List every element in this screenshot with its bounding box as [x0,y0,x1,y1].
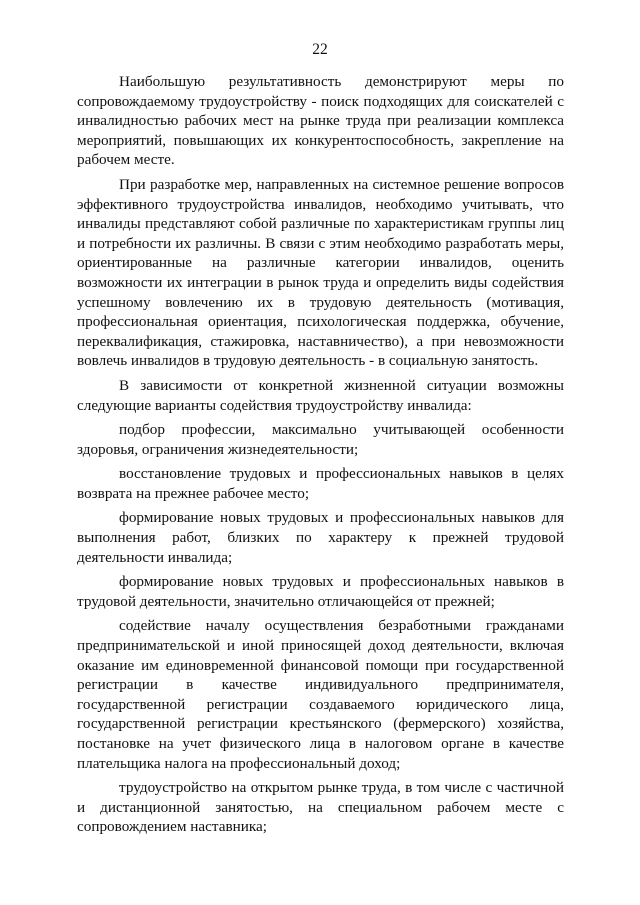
page-number: 22 [312,41,328,58]
list-item-profession-selection: подбор профессии, максимально учитывающей особенности здоровья, ограничения жизнедеятельности; [77,421,564,458]
paragraph-results: Наибольшую результативность демонстрируют меры по сопровождаемому трудоустройству - поиск подходящих для соискателей с инвалидностью рабочих мест на рынке труда при реализации комплекса мероприятий, повышающих их конкурентоспособность, закрепление на рабочем месте. [77,73,564,169]
document-body [77,72,564,842]
list-item-open-market: трудоустройство на открытом рынке труда, в том числе с частичной и дистанционной занятостью, на специальном рабочем месте с сопровождением наставника; [77,779,564,836]
list-item-entrepreneurship: содействие началу осуществления безработными гражданами предпринимательской и иной приносящей доход деятельности, включая оказание им единовременной финансовой помощи при государственной регистрации в качестве индивидуального предпринимателя, государственной регистрации создаваемого юридического лица, государственной регистрации крестьянского (фермерского) хозяйства, постановке на учет физического лица в налоговом органе в качестве плательщика налога на профессиональный доход; [77,617,564,772]
list-item-skills-restoration: восстановление трудовых и профессиональных навыков в целях возврата на прежнее рабочее место; [77,465,564,502]
list-item-skills-similar-work: формирование новых трудовых и профессиональных навыков для выполнения работ, близких по характеру к прежней трудовой деятельности инвалида; [77,509,564,566]
paragraph-measures: При разработке мер, направленных на системное решение вопросов эффективного трудоустройства инвалидов, необходимо учитывать, что инвалиды представляют собой различные по характеристикам группы лиц и потребности их различны. В связи с этим необходимо разработать меры, ориентированные на различные категории инвалидов, оценить возможности их интеграции в рынок труда и определить виды содействия успешному вовлечению их в трудовую деятельность (мотивация, профессиональная ориентация, психологическая поддержка, обучение, переквалификация, стажировка, наставничество), а при невозможности вовлечь инвалидов в трудовую деятельность - в социальную занятость. [77,175,564,370]
paragraph-variants-intro: В зависимости от конкретной жизненной ситуации возможны следующие варианты содействия трудоустройству инвалида: [77,376,564,414]
list-item-skills-different-work: формирование новых трудовых и профессиональных навыков в трудовой деятельности, значительно отличающейся от прежней; [77,573,564,610]
